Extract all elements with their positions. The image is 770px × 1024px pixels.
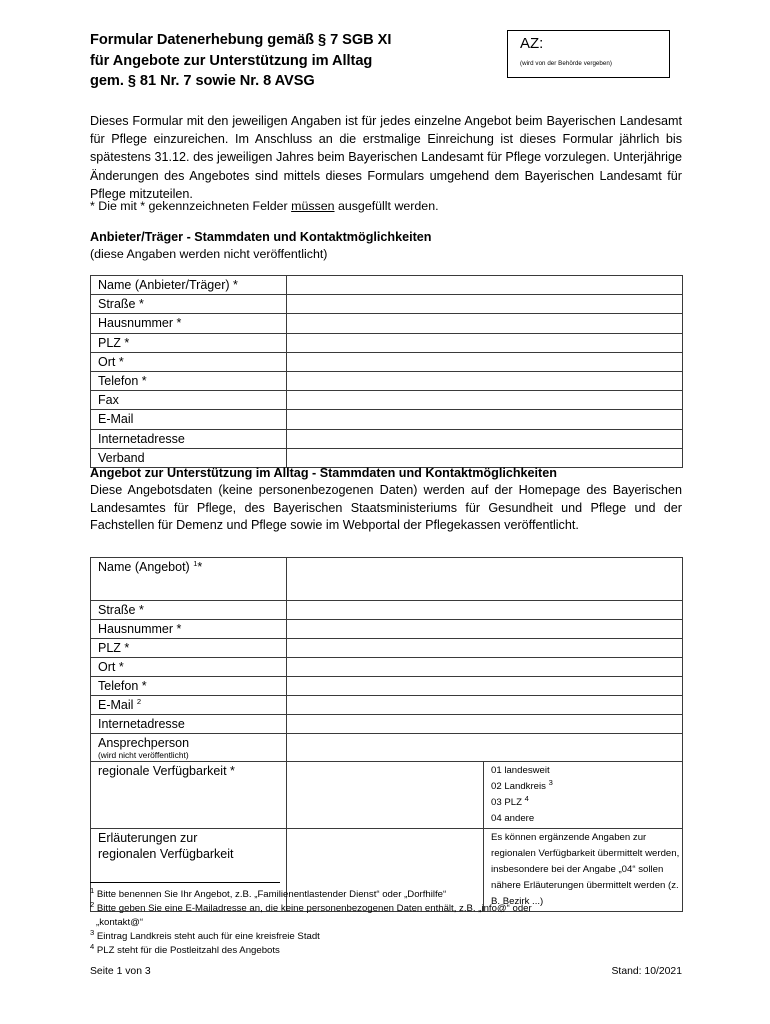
option-text: Landkreis	[504, 781, 549, 792]
table-row	[91, 410, 683, 429]
row-value-email-angebot[interactable]	[287, 696, 683, 715]
row-value-ort[interactable]	[287, 352, 683, 371]
footnote-separator	[90, 882, 280, 883]
footnotes-block	[90, 885, 682, 958]
row-value-plz-angebot[interactable]	[287, 639, 683, 658]
table-row	[91, 601, 683, 620]
option-item	[491, 795, 682, 811]
erlaeuterungen-hint: Es können ergänzende Angaben zur regionalen Verfügbarkeit übermittelt werden, insbesondere bei der Angabe „04“ sollen nähere Erläuterungen übermittelt werden (z. B. Bezirk ...)	[484, 829, 683, 912]
footnote-ref-1: 1	[193, 558, 198, 568]
table-row	[91, 762, 683, 829]
table-row	[91, 715, 683, 734]
row-value-telefon[interactable]	[287, 371, 683, 390]
option-text: andere	[504, 813, 535, 824]
row-label-email: E-Mail	[91, 410, 287, 429]
option-item	[491, 779, 682, 795]
footnote-item	[90, 885, 682, 902]
footnote-continuation: „kontakt@“	[96, 916, 144, 928]
option-text: PLZ	[504, 797, 525, 808]
row-value-plz[interactable]	[287, 333, 683, 352]
footnote-item	[90, 899, 682, 916]
section-anbieter-heading: Anbieter/Träger - Stammdaten und Kontaktmöglichkeiten	[90, 230, 432, 244]
footnote-ref-3: 3	[548, 777, 553, 787]
row-label-email-angebot-text: E-Mail	[98, 698, 137, 712]
footnote-marker: 2	[90, 899, 95, 909]
row-value-regionale-verfuegbarkeit[interactable]	[287, 762, 484, 829]
row-value-internetadresse-angebot[interactable]	[287, 715, 683, 734]
required-note-part-1: * Die mit * gekennzeichneten Felder	[90, 199, 292, 213]
table-row	[91, 429, 683, 448]
footnote-marker: 3	[90, 927, 95, 937]
footnote-marker: 1	[90, 885, 95, 895]
row-label-ort-angebot: Ort *	[91, 658, 287, 677]
option-item	[491, 763, 682, 779]
table-row	[91, 677, 683, 696]
row-label-name-angebot-text: Name (Angebot)	[98, 560, 194, 574]
footnote-ref-2: 2	[136, 696, 142, 706]
section-anbieter-subheading: (diese Angaben werden nicht veröffentlicht)	[90, 247, 328, 261]
row-value-internetadresse[interactable]	[287, 429, 683, 448]
row-label-strasse-angebot: Straße *	[91, 601, 287, 620]
footnote-item	[90, 927, 682, 944]
az-sub-label: (wird von der Behörde vergeben)	[520, 60, 613, 67]
row-label-internetadresse-angebot: Internetadresse	[91, 715, 287, 734]
row-label-name-angebot	[91, 558, 287, 601]
row-label-name-angebot-required: *	[197, 560, 203, 574]
footnote-ref-4: 4	[524, 793, 529, 803]
row-value-name-anbieter[interactable]	[287, 276, 683, 295]
anbieter-stammdaten-table	[90, 275, 683, 468]
row-label-strasse: Straße *	[91, 295, 287, 314]
table-row	[91, 620, 683, 639]
row-label-regionale-verfuegbarkeit: regionale Verfügbarkeit *	[91, 762, 287, 829]
row-label-fax: Fax	[91, 391, 287, 410]
row-label-verband: Verband	[91, 448, 287, 467]
table-row	[91, 295, 683, 314]
row-value-strasse-angebot[interactable]	[287, 601, 683, 620]
table-row	[91, 314, 683, 333]
table-row	[91, 658, 683, 677]
option-item	[491, 811, 682, 827]
row-value-strasse[interactable]	[287, 295, 683, 314]
table-row	[91, 639, 683, 658]
row-label-email-angebot	[91, 696, 287, 715]
table-row	[91, 558, 683, 601]
footnote-marker: 4	[90, 941, 95, 951]
table-row	[91, 333, 683, 352]
row-label-ort: Ort *	[91, 352, 287, 371]
regionale-verfuegbarkeit-options	[484, 762, 683, 829]
footnote-item	[90, 941, 682, 958]
row-value-ort-angebot[interactable]	[287, 658, 683, 677]
row-label-telefon: Telefon *	[91, 371, 287, 390]
row-value-telefon-angebot[interactable]	[287, 677, 683, 696]
required-fields-note	[90, 198, 682, 215]
row-label-hausnummer-angebot: Hausnummer *	[91, 620, 287, 639]
row-label-erlaeuterungen-line2: regionalen Verfügbarkeit	[98, 847, 234, 861]
option-text: landesweit	[504, 765, 550, 776]
row-label-plz: PLZ *	[91, 333, 287, 352]
footnote-text: Bitte geben Sie eine E-Mailadresse an, die keine personenbezogenen Daten enthält, z.B. „info@“ oder	[96, 902, 532, 914]
intro-paragraph: Dieses Formular mit den jeweiligen Angaben ist für jedes einzelne Angebot beim Bayerischen Landesamt für Pflege einzureichen. Im Anschluss an die erstmalige Einreichung ist dieses Formular jährlich bis spätestens 31.12. des jeweiligen Jahres beim Bayerischen Landesamt für Pflege vorzulegen. Unterjährige Änderungen des Angebotes sind mittels dieses Formulars umgehend dem Bayerischen Landesamt für Pflege mitzuteilen.	[90, 114, 682, 201]
row-label-telefon-angebot: Telefon *	[91, 677, 287, 696]
row-label-ansprechperson	[91, 734, 287, 762]
az-label: AZ:	[520, 35, 544, 52]
page-number-label: Seite 1 von 3	[90, 966, 151, 977]
option-code: 01	[491, 765, 502, 776]
footnote-text: Bitte benennen Sie Ihr Angebot, z.B. „Familienentlastender Dienst“ oder „Dorfhilfe“	[96, 889, 447, 900]
required-note-emphasis: müssen	[291, 199, 335, 213]
version-label: Stand: 10/2021	[611, 966, 682, 977]
option-code: 02	[491, 781, 502, 792]
document-header	[90, 30, 682, 92]
row-label-ansprechperson-note: (wird nicht veröffentlicht)	[98, 750, 189, 760]
az-reference-box[interactable]	[507, 30, 670, 78]
title-line-1: Formular Datenerhebung gemäß § 7 SGB XI	[90, 32, 392, 48]
section-angebot-heading: Angebot zur Unterstützung im Alltag - Stammdaten und Kontaktmöglichkeiten	[90, 466, 557, 480]
option-code: 03	[491, 797, 502, 808]
table-row	[91, 734, 683, 762]
row-value-hausnummer[interactable]	[287, 314, 683, 333]
footnote-text: Eintrag Landkreis steht auch für eine kreisfreie Stadt	[96, 930, 320, 942]
table-row	[91, 696, 683, 715]
title-line-2: für Angebote zur Unterstützung im Alltag	[90, 52, 373, 69]
row-value-hausnummer-angebot[interactable]	[287, 620, 683, 639]
required-note-part-2: ausgefüllt werden.	[334, 199, 439, 213]
row-label-name-anbieter: Name (Anbieter/Träger) *	[91, 276, 287, 295]
footnote-text: PLZ steht für die Postleitzahl des Angebots	[96, 944, 280, 956]
row-label-erlaeuterungen-line1: Erläuterungen zur	[98, 831, 198, 845]
row-value-email[interactable]	[287, 410, 683, 429]
title-line-3: gem. § 81 Nr. 7 sowie Nr. 8 AVSG	[90, 73, 315, 89]
row-label-ansprechperson-text: Ansprechperson	[98, 736, 190, 750]
row-value-name-angebot[interactable]	[287, 558, 683, 601]
table-row	[91, 371, 683, 390]
row-label-internetadresse: Internetadresse	[91, 429, 287, 448]
angebot-stammdaten-table	[90, 557, 683, 912]
table-row	[91, 391, 683, 410]
table-row	[91, 352, 683, 371]
row-value-ansprechperson[interactable]	[287, 734, 683, 762]
row-label-plz-angebot: PLZ *	[91, 639, 287, 658]
section-angebot-paragraph: Diese Angebotsdaten (keine personenbezogenen Daten) werden auf der Homepage des Bayerischen Landesamtes für Pflege, des Bayerischen Staatsministeriums für Gesundheit und Pflege und der Fachstellen für Demenz und Pflege sowie im Webportal der Pflegekassen veröffentlicht.	[90, 483, 682, 533]
table-row	[91, 276, 683, 295]
row-value-fax[interactable]	[287, 391, 683, 410]
page-footer	[90, 966, 682, 977]
row-label-hausnummer: Hausnummer *	[91, 314, 287, 333]
page-title	[90, 30, 490, 92]
option-code: 04	[491, 813, 502, 824]
